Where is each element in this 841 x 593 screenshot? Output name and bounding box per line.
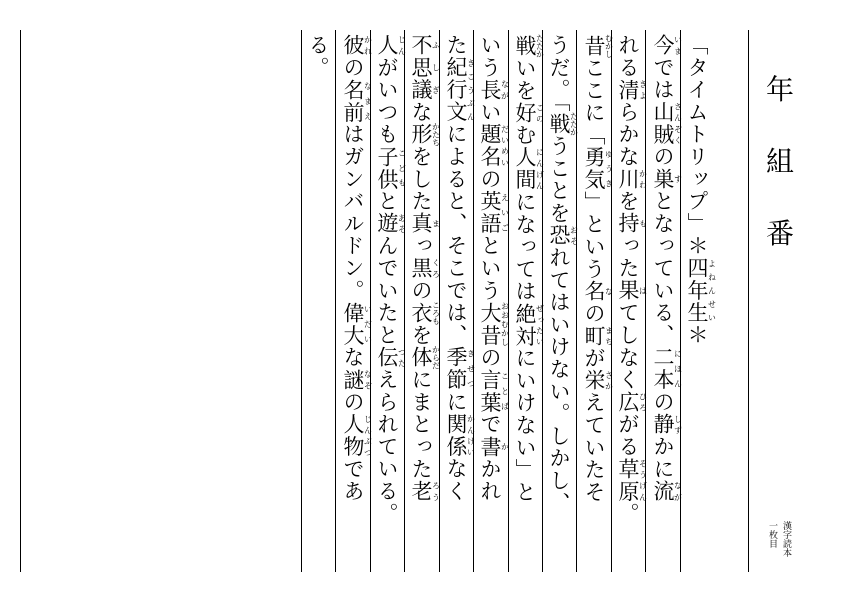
furigana-reading: きこうぶん: [466, 56, 476, 124]
furigana-word: 今いま: [651, 34, 683, 57]
text-segment: では: [651, 56, 675, 101]
furigana-word: 勇気ゆうき: [582, 146, 614, 191]
furigana-word: 季節きせつ: [444, 346, 476, 391]
furigana-reading: きせつ: [466, 346, 476, 391]
furigana-word: 人物じんぶつ: [341, 413, 373, 458]
furigana-reading: そうげん: [638, 457, 648, 503]
text-segment: の: [478, 346, 502, 369]
text-segment: うだ。「: [547, 34, 571, 113]
furigana-word: 絶対ぜったい: [513, 302, 545, 348]
furigana-reading: かたち: [431, 122, 441, 147]
furigana-reading: こども: [397, 145, 407, 191]
furigana-reading: ま: [431, 212, 441, 235]
furigana-reading: なが: [673, 480, 683, 503]
furigana-reading: にんげん: [535, 146, 545, 191]
furigana-reading: ぜったい: [535, 302, 545, 348]
furigana-word: 言葉ことば: [478, 368, 510, 414]
text-column: [510, 34, 544, 503]
furigana-reading: なまえ: [363, 78, 373, 124]
text-segment: と: [375, 190, 399, 213]
text-segment: で: [478, 413, 502, 436]
text-segment: ここに「: [582, 57, 606, 147]
furigana-reading: よねんせい: [707, 257, 717, 324]
furigana-reading: ひろ: [638, 390, 648, 414]
text-column: [441, 34, 475, 502]
text-segment: れる: [616, 34, 640, 79]
furigana-reading: かわ: [638, 167, 648, 191]
furigana-reading: さんぞく: [673, 100, 683, 146]
furigana-word: 山賊さんぞく: [651, 100, 683, 146]
furigana-word: 老ろう: [409, 480, 441, 503]
furigana-word: 形かたち: [409, 122, 441, 147]
text-segment: によると、そこでは、: [444, 123, 468, 347]
furigana-reading: さか: [604, 369, 614, 392]
furigana-word: 清きよ: [616, 78, 648, 101]
left-border-line: [20, 30, 21, 572]
furigana-word: 四年生よねんせい: [685, 257, 717, 324]
text-segment: れてはいけない。しかし、: [547, 246, 571, 515]
furigana-word: 栄さか: [582, 369, 614, 392]
text-column: [338, 34, 372, 502]
furigana-reading: は: [638, 279, 648, 302]
text-segment: の: [651, 390, 675, 414]
furigana-word: 名前なまえ: [341, 78, 373, 124]
text-segment: をした: [409, 145, 433, 213]
furigana-reading: じんぶつ: [363, 413, 373, 458]
furigana-reading: きよ: [638, 78, 648, 101]
furigana-reading: ことば: [500, 368, 510, 414]
furigana-reading: つた: [397, 346, 407, 369]
text-column: [406, 34, 440, 502]
text-segment: い: [478, 100, 502, 124]
text-segment: うことを: [547, 135, 571, 225]
furigana-word: 巣す: [651, 167, 683, 191]
text-segment: の: [341, 56, 365, 79]
text-segment: になっては: [513, 191, 537, 303]
furigana-word: 持も: [616, 212, 648, 235]
furigana-word: 体からだ: [409, 345, 441, 370]
furigana-reading: だいめい: [500, 123, 510, 168]
furigana-word: 衣ころも: [409, 300, 441, 325]
text-segment: る。: [306, 34, 330, 79]
furigana-reading: この: [535, 101, 545, 125]
column-separator-line: [335, 30, 336, 572]
furigana-word: 書か: [478, 435, 510, 458]
furigana-reading: たたか: [569, 111, 579, 136]
text-segment: えていたそ: [582, 391, 606, 504]
text-segment: の: [651, 145, 675, 168]
furigana-word: 題名だいめい: [478, 123, 510, 168]
furigana-reading: いだい: [363, 301, 373, 347]
furigana-word: 広ひろ: [616, 390, 648, 414]
text-segment: を: [616, 190, 640, 213]
text-segment: 」という: [582, 190, 606, 281]
furigana-word: 人じん: [375, 34, 407, 57]
furigana-reading: まち: [604, 324, 614, 348]
furigana-word: 昔むかし: [582, 34, 614, 58]
furigana-word: 彼かれ: [341, 34, 373, 57]
furigana-reading: ふしぎ: [431, 34, 441, 101]
furigana-word: 名な: [582, 280, 614, 303]
furigana-word: 不思議ふしぎ: [409, 34, 441, 101]
text-segment: 「タイムトリップ」＊: [685, 34, 709, 257]
text-column: [579, 34, 613, 503]
furigana-word: 謎なぞ: [341, 368, 373, 391]
text-segment: を: [409, 324, 433, 347]
furigana-reading: な: [604, 280, 614, 303]
text-segment: なく: [444, 457, 468, 503]
furigana-word: 好この: [513, 101, 545, 125]
furigana-word: 黒くろ: [409, 257, 441, 280]
number-label: 番: [765, 217, 794, 250]
furigana-word: 流なが: [651, 480, 683, 503]
furigana-reading: いま: [673, 34, 683, 57]
text-column: [303, 34, 333, 79]
text-segment: の: [478, 167, 502, 191]
furigana-word: 大昔おおむかし: [478, 301, 510, 347]
side-note-title: 漢字読本: [781, 521, 791, 557]
text-segment: な: [409, 100, 433, 124]
text-column: [475, 34, 509, 502]
text-segment: んでいたと: [375, 234, 399, 347]
text-segment: む: [513, 124, 537, 147]
furigana-word: 偉大いだい: [341, 301, 373, 347]
furigana-word: 戦たたか: [513, 34, 545, 58]
text-segment: な: [341, 346, 365, 369]
text-segment: がいつも: [375, 56, 399, 146]
furigana-word: 果は: [616, 279, 648, 302]
text-segment: 。: [616, 502, 640, 525]
text-column: [372, 34, 406, 525]
text-column: [682, 34, 716, 346]
text-segment: てしなく: [616, 301, 640, 391]
text-segment: った: [616, 234, 640, 280]
text-segment: いを: [513, 57, 537, 102]
text-segment: となっている、: [651, 190, 675, 347]
text-segment: た: [444, 34, 468, 57]
text-segment: はガンバルドン。: [341, 123, 365, 302]
text-segment: の: [341, 390, 365, 414]
furigana-reading: かんけい: [466, 413, 476, 458]
furigana-reading: す: [673, 167, 683, 191]
furigana-reading: たたか: [535, 34, 545, 58]
text-segment: にいけない」と: [513, 347, 537, 504]
furigana-reading: むかし: [604, 34, 614, 58]
furigana-reading: なが: [500, 78, 510, 101]
furigana-reading: じん: [397, 34, 407, 57]
furigana-word: 子供こども: [375, 145, 407, 191]
furigana-word: 真ま: [409, 212, 441, 235]
text-segment: の: [409, 279, 433, 302]
furigana-word: 人間にんげん: [513, 146, 545, 191]
text-segment: ＊: [685, 323, 709, 347]
furigana-reading: か: [500, 435, 510, 458]
furigana-word: 川かわ: [616, 167, 648, 191]
text-segment: に: [444, 390, 468, 414]
text-segment: にまとった: [409, 368, 433, 481]
column-separator-line: [301, 30, 302, 572]
text-column: [544, 34, 578, 514]
furigana-reading: くろ: [431, 257, 441, 280]
text-column: [648, 34, 682, 502]
furigana-word: 英語えいご: [478, 190, 510, 235]
furigana-word: 二本にほん: [651, 346, 683, 391]
text-segment: えられている。: [375, 368, 399, 525]
furigana-reading: しず: [673, 413, 683, 436]
furigana-reading: からだ: [431, 345, 441, 370]
year-label: 年: [765, 73, 794, 106]
furigana-word: 戦たたか: [547, 111, 579, 136]
text-segment: であ: [341, 457, 365, 503]
furigana-reading: ろう: [431, 480, 441, 503]
furigana-reading: えいご: [500, 190, 510, 235]
furigana-reading: にほん: [673, 346, 683, 391]
furigana-reading: おおむかし: [500, 301, 510, 347]
furigana-word: 町まち: [582, 324, 614, 348]
furigana-reading: ころも: [431, 300, 441, 325]
furigana-reading: ゆうき: [604, 146, 614, 191]
furigana-word: 静しず: [651, 413, 683, 436]
side-note-sheet: 一枚目: [767, 521, 777, 548]
furigana-word: 恐おそ: [547, 224, 579, 247]
text-segment: という: [478, 234, 502, 302]
furigana-reading: あそ: [397, 212, 407, 235]
right-border-line: [748, 30, 749, 572]
text-segment: らかな: [616, 100, 640, 168]
class-label: 組: [765, 145, 794, 178]
furigana-word: 草原そうげん: [616, 457, 648, 503]
text-segment: かれ: [478, 457, 502, 503]
text-segment: かに: [651, 435, 675, 481]
text-column: [613, 34, 647, 525]
text-segment: がる: [616, 413, 640, 458]
furigana-word: 紀行文きこうぶん: [444, 56, 476, 124]
text-segment: の: [582, 302, 606, 325]
furigana-reading: かれ: [363, 34, 373, 57]
furigana-word: 関係かんけい: [444, 413, 476, 458]
furigana-reading: おそ: [569, 224, 579, 247]
text-segment: が: [582, 347, 606, 370]
furigana-word: 遊あそ: [375, 212, 407, 235]
text-segment: っ: [409, 234, 433, 258]
furigana-word: 長なが: [478, 78, 510, 101]
text-segment: いう: [478, 34, 502, 79]
furigana-reading: も: [638, 212, 648, 235]
furigana-reading: なぞ: [363, 368, 373, 391]
furigana-word: 伝つた: [375, 346, 407, 369]
